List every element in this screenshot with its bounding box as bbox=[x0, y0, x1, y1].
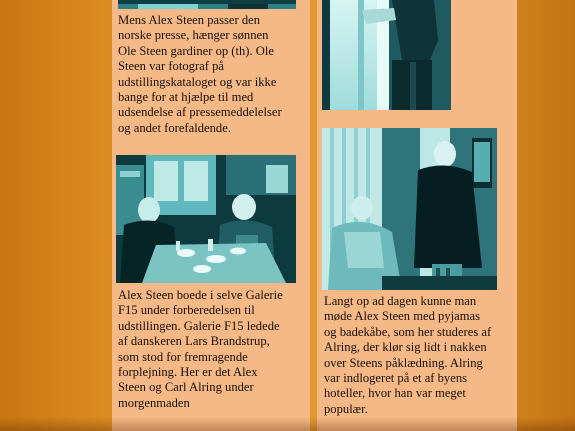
caption-top-left: Mens Alex Steen passer den norske presse, hænger sønnen Ole Steen gardiner op (th). Ole Steen var fotograf på udstillingskataloget og var ikke bange for at hjælpe til med udsendelse af pressemeddelelser og andet forefaldende. bbox=[118, 13, 282, 135]
caption-bottom-right: Langt op ad dagen kunne man møde Alex Steen med pyjamas og badekåbe, som her studeres af Alring, der klør sig lidt i nakken over Steens påklædning. Alring var indlogeret på et af byens hoteller, hvor han var meget populær. bbox=[324, 294, 492, 416]
photo-breakfast bbox=[116, 155, 296, 283]
photo-curtain-hanging bbox=[322, 0, 451, 110]
photo-top-left-strip bbox=[118, 0, 296, 9]
photo-bathrobe bbox=[322, 128, 497, 290]
bottom-shadow bbox=[0, 417, 575, 431]
caption-bottom-left: Alex Steen boede i selve Galerie F15 under forberedelsen til udstillingen. Galerie F15 ledede af danskeren Lars Brandstrup, som stod for fremragende forplejning. Her er det Alex Steen og Carl Alring under morgenmaden bbox=[118, 288, 283, 410]
